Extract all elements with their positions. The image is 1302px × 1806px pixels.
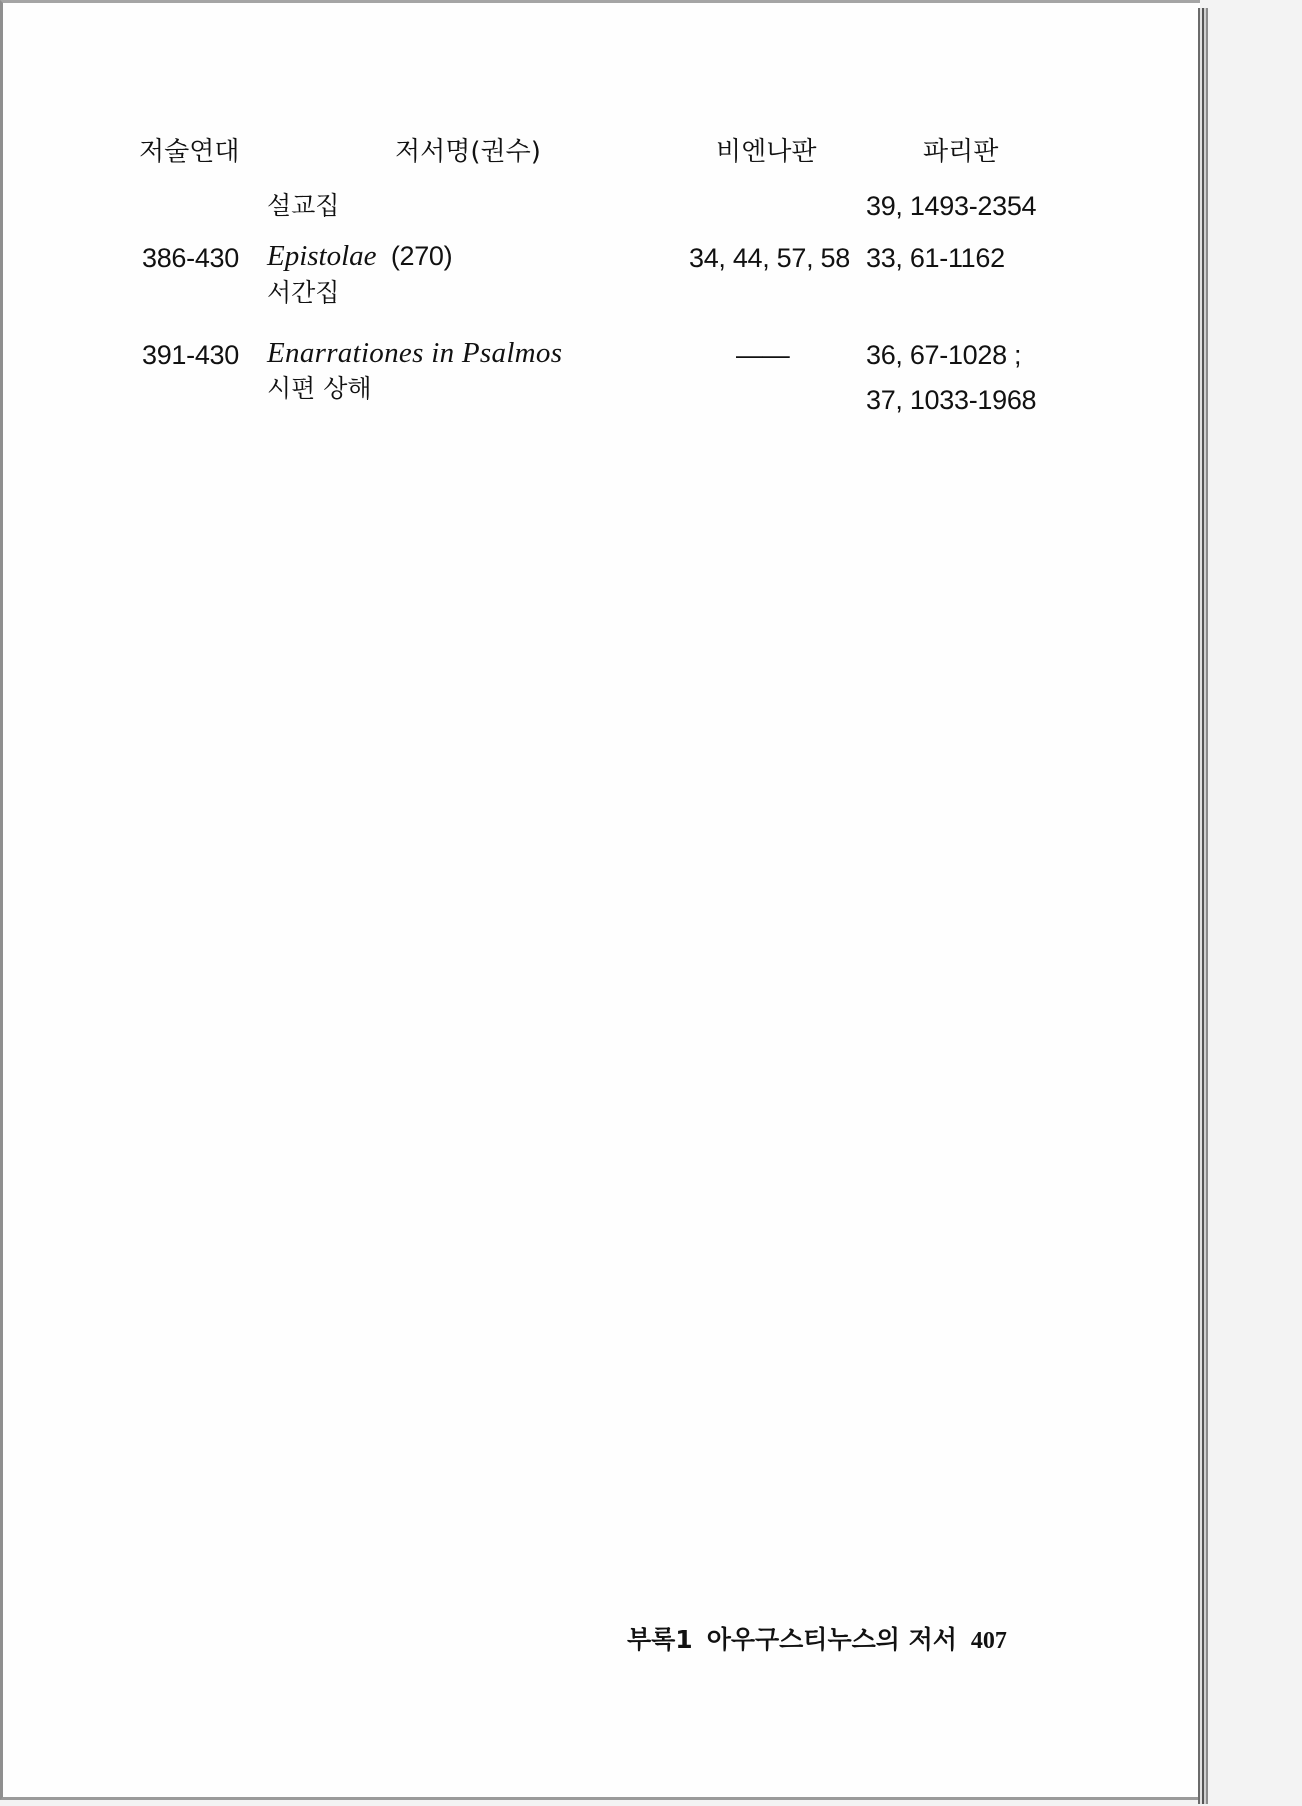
row-3-vienna: —— [736, 340, 790, 370]
footer-section: 아우구스티누스의 저서 [706, 1625, 957, 1654]
page-number: 407 [970, 1628, 1007, 1654]
row-1-paris: 39, 1493-2354 [866, 191, 1037, 221]
header-title: 저서명(권수) [395, 137, 541, 167]
row-3-year: 391-430 [142, 340, 239, 370]
row-2-count: (270) [390, 241, 453, 271]
row-3-korean-title: 시편 상해 [267, 374, 372, 403]
row-2-year: 386-430 [142, 243, 239, 273]
row-2-title-line [267, 241, 452, 272]
running-footer [627, 1620, 1007, 1656]
row-2-korean-title: 서간집 [267, 278, 340, 307]
row-2-vienna: 34, 44, 57, 58 [689, 243, 850, 273]
row-2-paris: 33, 61-1162 [866, 243, 1005, 273]
row-3-paris-1: 36, 67-1028 ; [866, 340, 1022, 370]
row-3-latin-title: Enarrationes in Psalmos [267, 337, 563, 369]
header-paris: 파리판 [923, 137, 999, 167]
header-vienna: 비엔나판 [716, 137, 817, 167]
row-2-latin-title: Epistolae [267, 240, 377, 272]
header-year: 저술연대 [139, 137, 240, 167]
row-3-paris-2: 37, 1033-1968 [866, 385, 1037, 415]
footer-appendix: 부록1 [627, 1625, 693, 1654]
row-1-korean-title: 설교집 [267, 191, 340, 220]
page-edge [1198, 8, 1208, 1804]
